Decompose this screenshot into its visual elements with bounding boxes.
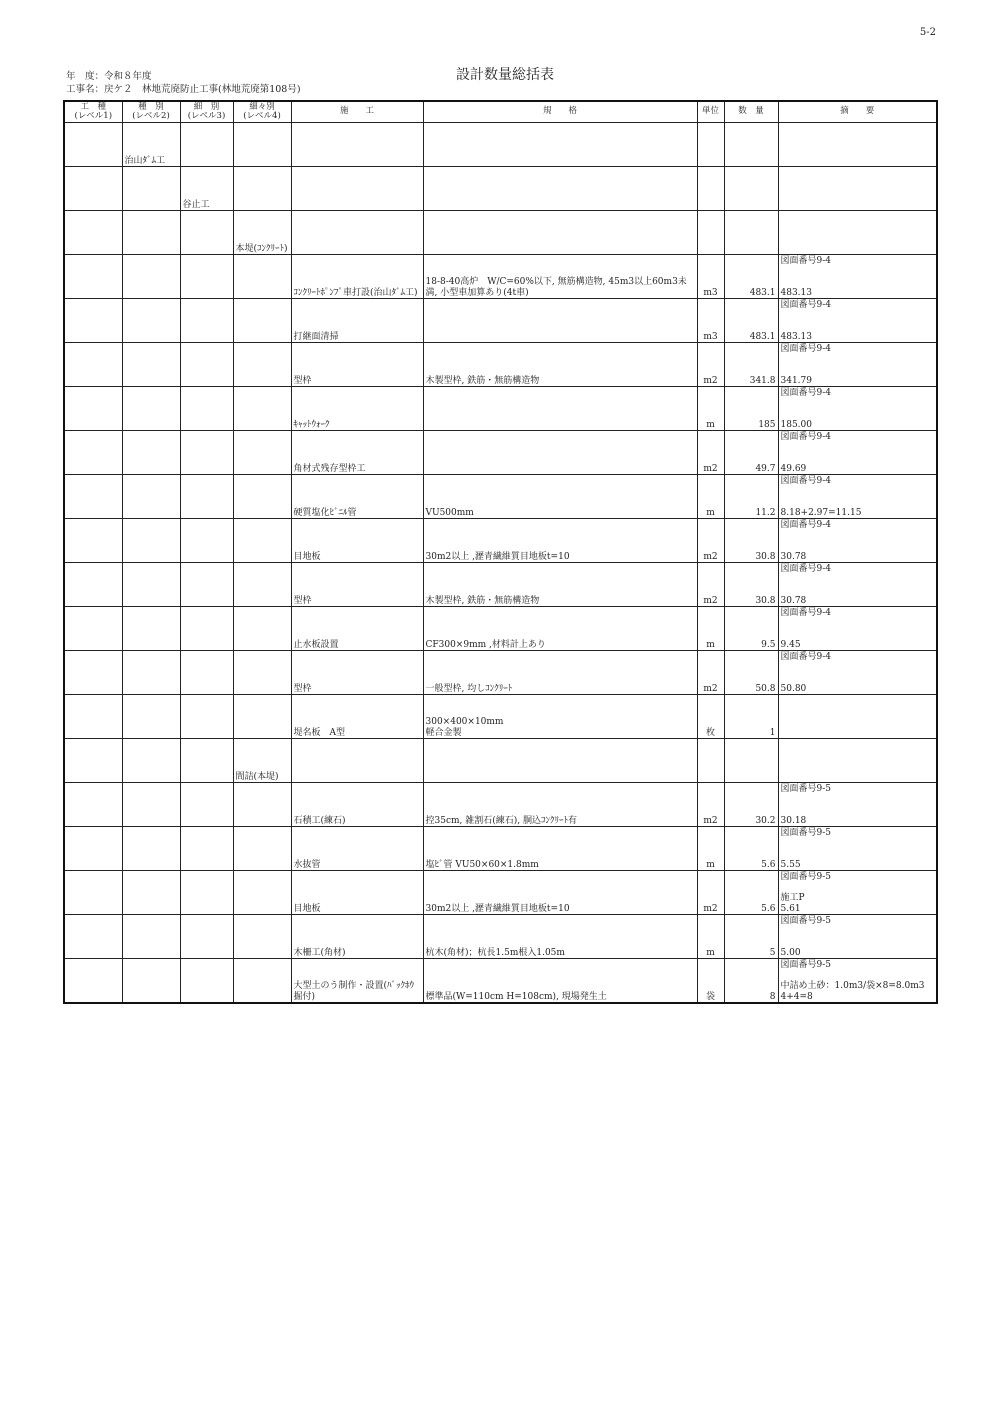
cell-level4 (233, 607, 291, 651)
cell-unit: 枚 (697, 695, 724, 739)
table-row (64, 343, 937, 387)
table-row (64, 255, 937, 299)
project-name-line: 工事名：戻ケ２ 林地荒廃防止工事(林地荒廃第108号) (66, 84, 301, 95)
cell-remarks (778, 915, 937, 959)
cell-level3 (180, 563, 233, 607)
remark-text: 5.55 (780, 859, 801, 870)
cell-level4 (233, 167, 291, 211)
cell-unit: m (697, 475, 724, 519)
cell-remarks (778, 519, 937, 563)
cell-level4 (233, 959, 291, 1004)
cell-level2 (122, 387, 180, 431)
remark-text: 施工P 5.61 (780, 893, 805, 914)
header-level3: 細 別 (レベル3) (180, 101, 233, 123)
cell-level1 (64, 299, 122, 343)
cell-level2 (122, 607, 180, 651)
cell-quantity: 11.2 (724, 475, 778, 519)
cell-level4 (233, 651, 291, 695)
table-row (64, 827, 937, 871)
cell-unit: m2 (697, 871, 724, 915)
cell-level1 (64, 695, 122, 739)
cell-level2 (122, 255, 180, 299)
cell-quantity: 30.8 (724, 519, 778, 563)
cell-level4 (233, 871, 291, 915)
cell-level1 (64, 123, 122, 167)
table-row (64, 299, 937, 343)
cell-level3 (180, 475, 233, 519)
cell-level4 (233, 519, 291, 563)
cell-remarks (778, 387, 937, 431)
drawing-number: 図面番号9-5 (780, 828, 831, 838)
remark-text: 30.18 (780, 815, 807, 826)
cell-quantity (724, 211, 778, 255)
cell-remarks (778, 475, 937, 519)
cell-quantity: 9.5 (724, 607, 778, 651)
drawing-number: 図面番号9-4 (780, 652, 831, 662)
cell-spec: 木製型枠, 鉄筋・無筋構造物 (423, 343, 697, 387)
cell-remarks (778, 651, 937, 695)
cell-quantity: 49.7 (724, 431, 778, 475)
cell-spec: 30m2以上 ,瀝青繊維質目地板t=10 (423, 519, 697, 563)
table-row (64, 167, 937, 211)
cell-spec: 木製型枠, 鉄筋・無筋構造物 (423, 563, 697, 607)
cell-level1 (64, 827, 122, 871)
cell-remarks (778, 255, 937, 299)
table-row (64, 431, 937, 475)
cell-level4 (233, 563, 291, 607)
table-header-row (64, 101, 937, 123)
cell-work (291, 739, 423, 783)
cell-level4: 本堤(ｺﾝｸﾘｰﾄ) (233, 211, 291, 255)
drawing-number: 図面番号9-4 (780, 344, 831, 354)
cell-level1 (64, 167, 122, 211)
cell-quantity: 5.6 (724, 871, 778, 915)
cell-level1 (64, 959, 122, 1004)
cell-spec: 300×400×10mm 軽合金製 (423, 695, 697, 739)
cell-unit: m2 (697, 431, 724, 475)
cell-level1 (64, 651, 122, 695)
cell-remarks (778, 167, 937, 211)
cell-level3 (180, 431, 233, 475)
cell-level2 (122, 519, 180, 563)
cell-level3 (180, 607, 233, 651)
table-row (64, 123, 937, 167)
cell-level4 (233, 123, 291, 167)
cell-unit: m3 (697, 255, 724, 299)
drawing-number: 図面番号9-4 (780, 520, 831, 530)
cell-spec: 一般型枠, 均しｺﾝｸﾘｰﾄ (423, 651, 697, 695)
cell-work: 止水板設置 (291, 607, 423, 651)
cell-remarks (778, 607, 937, 651)
cell-remarks (778, 827, 937, 871)
cell-level3 (180, 827, 233, 871)
header-unit: 単位 (697, 101, 724, 123)
cell-unit: m3 (697, 299, 724, 343)
cell-quantity: 1 (724, 695, 778, 739)
drawing-number: 図面番号9-4 (780, 432, 831, 442)
cell-level3 (180, 343, 233, 387)
cell-level4 (233, 255, 291, 299)
cell-quantity (724, 167, 778, 211)
cell-unit: m (697, 387, 724, 431)
cell-remarks (778, 959, 937, 1004)
remark-text: 5.00 (780, 947, 801, 958)
drawing-number: 図面番号9-4 (780, 608, 831, 618)
cell-level4 (233, 827, 291, 871)
cell-quantity (724, 123, 778, 167)
cell-level3 (180, 651, 233, 695)
cell-spec (423, 387, 697, 431)
cell-level3 (180, 123, 233, 167)
cell-remarks (778, 695, 937, 739)
cell-unit: m2 (697, 343, 724, 387)
cell-level2 (122, 871, 180, 915)
cell-work: 硬質塩化ﾋﾞﾆﾙ管 (291, 475, 423, 519)
header-spec: 規 格 (423, 101, 697, 123)
cell-unit (697, 739, 724, 783)
cell-unit: m2 (697, 519, 724, 563)
cell-level1 (64, 783, 122, 827)
cell-level2 (122, 475, 180, 519)
table-row (64, 651, 937, 695)
drawing-number: 図面番号9-4 (780, 300, 831, 310)
cell-level4 (233, 915, 291, 959)
cell-work: 型枠 (291, 563, 423, 607)
cell-work: 打継面清掃 (291, 299, 423, 343)
cell-remarks (778, 343, 937, 387)
drawing-number: 図面番号9-5 (780, 960, 831, 970)
cell-remarks (778, 211, 937, 255)
cell-level2 (122, 827, 180, 871)
cell-level3 (180, 959, 233, 1004)
cell-level1 (64, 519, 122, 563)
remark-text: 341.79 (780, 375, 812, 386)
table-row (64, 915, 937, 959)
header-level1: 工 種 (レベル1) (64, 101, 122, 123)
cell-remarks (778, 783, 937, 827)
cell-spec: 塩ﾋﾞ管 VU50×60×1.8mm (423, 827, 697, 871)
cell-remarks (778, 431, 937, 475)
cell-level1 (64, 211, 122, 255)
cell-level1 (64, 607, 122, 651)
cell-spec (423, 211, 697, 255)
cell-level3 (180, 695, 233, 739)
table-row (64, 871, 937, 915)
cell-unit: 袋 (697, 959, 724, 1004)
cell-quantity: 341.8 (724, 343, 778, 387)
cell-level3: 谷止工 (180, 167, 233, 211)
cell-level4 (233, 431, 291, 475)
document-title: 設計数量総括表 (456, 67, 554, 83)
cell-unit: m2 (697, 651, 724, 695)
cell-quantity: 5 (724, 915, 778, 959)
cell-work: ｺﾝｸﾘｰﾄﾎﾟﾝﾌﾟ車打設(治山ﾀﾞﾑ工) (291, 255, 423, 299)
cell-spec: 控35cm, 雑割石(練石), 胴込ｺﾝｸﾘｰﾄ有 (423, 783, 697, 827)
cell-quantity: 483.1 (724, 255, 778, 299)
cell-level3 (180, 387, 233, 431)
cell-unit (697, 123, 724, 167)
cell-level2 (122, 431, 180, 475)
cell-spec: VU500mm (423, 475, 697, 519)
cell-level4 (233, 695, 291, 739)
cell-remarks (778, 871, 937, 915)
cell-level1 (64, 739, 122, 783)
cell-level3 (180, 211, 233, 255)
cell-level1 (64, 871, 122, 915)
drawing-number: 図面番号9-5 (780, 872, 831, 882)
cell-level1 (64, 431, 122, 475)
cell-work: 角材式残存型枠工 (291, 431, 423, 475)
cell-unit: m2 (697, 563, 724, 607)
cell-remarks (778, 739, 937, 783)
cell-level2 (122, 651, 180, 695)
cell-unit (697, 167, 724, 211)
cell-spec (423, 299, 697, 343)
table-row (64, 607, 937, 651)
quantity-summary-table (63, 100, 938, 1004)
remark-text: 483.13 (780, 331, 812, 342)
remark-text: 30.78 (780, 551, 807, 562)
cell-level4 (233, 299, 291, 343)
cell-quantity: 8 (724, 959, 778, 1004)
remark-text: 185.00 (780, 419, 812, 430)
cell-level2 (122, 299, 180, 343)
cell-quantity: 5.6 (724, 827, 778, 871)
cell-spec (423, 739, 697, 783)
drawing-number: 図面番号9-4 (780, 388, 831, 398)
page-number: 5-2 (919, 27, 936, 38)
cell-work: 木柵工(角材) (291, 915, 423, 959)
cell-unit: m (697, 827, 724, 871)
drawing-number: 図面番号9-4 (780, 256, 831, 266)
drawing-number: 図面番号9-4 (780, 564, 831, 574)
cell-work: 大型土のう制作・設置(ﾊﾞｯｸﾎｳ掘付) (291, 959, 423, 1004)
cell-level2 (122, 783, 180, 827)
cell-spec (423, 431, 697, 475)
cell-level2 (122, 959, 180, 1004)
table-row (64, 783, 937, 827)
cell-remarks (778, 299, 937, 343)
remark-text: 50.80 (780, 683, 807, 694)
remark-text: 8.18+2.97=11.15 (780, 507, 862, 518)
cell-level3 (180, 255, 233, 299)
cell-level4 (233, 475, 291, 519)
cell-quantity: 50.8 (724, 651, 778, 695)
cell-level3 (180, 871, 233, 915)
cell-work: ｷｬｯﾄｳｫｰｸ (291, 387, 423, 431)
cell-level2 (122, 167, 180, 211)
cell-spec (423, 123, 697, 167)
header-remarks: 摘 要 (778, 101, 937, 123)
header-level4: 細々別 (レベル4) (233, 101, 291, 123)
table-row (64, 959, 937, 1004)
cell-work: 型枠 (291, 651, 423, 695)
fiscal-year-line: 年 度：令和８年度 (66, 71, 152, 82)
remark-text: 中詰め土砂：1.0m3/袋×8=8.0m3 4+4=8 (780, 981, 925, 1002)
cell-work: 堤名板 A型 (291, 695, 423, 739)
remark-text: 483.13 (780, 287, 812, 298)
cell-level4 (233, 343, 291, 387)
table-row (64, 739, 937, 783)
cell-quantity: 30.8 (724, 563, 778, 607)
table-row (64, 519, 937, 563)
table-row (64, 563, 937, 607)
table-row (64, 695, 937, 739)
cell-level3 (180, 519, 233, 563)
cell-work: 目地板 (291, 871, 423, 915)
cell-work: 石積工(練石) (291, 783, 423, 827)
cell-work (291, 211, 423, 255)
cell-unit (697, 211, 724, 255)
cell-level1 (64, 343, 122, 387)
cell-unit: m (697, 607, 724, 651)
cell-remarks (778, 123, 937, 167)
cell-spec: 標準品(W=110cm H=108cm), 現場発生土 (423, 959, 697, 1004)
remark-text: 30.78 (780, 595, 807, 606)
cell-unit: m (697, 915, 724, 959)
cell-spec: 30m2以上 ,瀝青繊維質目地板t=10 (423, 871, 697, 915)
cell-level2 (122, 915, 180, 959)
header-level2: 種 別 (レベル2) (122, 101, 180, 123)
cell-spec: CF300×9mm ,材料計上あり (423, 607, 697, 651)
cell-level4 (233, 387, 291, 431)
cell-level2: 治山ﾀﾞﾑ工 (122, 123, 180, 167)
cell-spec: 18-8-40高炉 W/C=60%以下, 無筋構造物, 45m3以上60m3未満, 小型車加算あり(4t車) (423, 255, 697, 299)
cell-work: 目地板 (291, 519, 423, 563)
remark-text: 9.45 (780, 639, 801, 650)
cell-work (291, 167, 423, 211)
cell-level2 (122, 343, 180, 387)
cell-spec (423, 167, 697, 211)
cell-level1 (64, 387, 122, 431)
cell-level2 (122, 739, 180, 783)
cell-unit: m2 (697, 783, 724, 827)
cell-level2 (122, 695, 180, 739)
cell-work (291, 123, 423, 167)
cell-level1 (64, 563, 122, 607)
cell-level1 (64, 475, 122, 519)
cell-quantity: 483.1 (724, 299, 778, 343)
table-row (64, 475, 937, 519)
cell-level1 (64, 915, 122, 959)
cell-level2 (122, 211, 180, 255)
table-row (64, 211, 937, 255)
cell-level1 (64, 255, 122, 299)
cell-level2 (122, 563, 180, 607)
cell-quantity (724, 739, 778, 783)
table-row (64, 387, 937, 431)
drawing-number: 図面番号9-5 (780, 916, 831, 926)
cell-level3 (180, 915, 233, 959)
drawing-number: 図面番号9-5 (780, 784, 831, 794)
cell-level3 (180, 739, 233, 783)
cell-level4: 間詰(本堤) (233, 739, 291, 783)
remark-text: 49.69 (780, 463, 807, 474)
cell-remarks (778, 563, 937, 607)
cell-level4 (233, 783, 291, 827)
cell-spec: 杭木(角材)；杭長1.5m根入1.05m (423, 915, 697, 959)
cell-level3 (180, 299, 233, 343)
header-work: 施 工 (291, 101, 423, 123)
cell-quantity: 30.2 (724, 783, 778, 827)
cell-quantity: 185 (724, 387, 778, 431)
cell-work: 型枠 (291, 343, 423, 387)
cell-level3 (180, 783, 233, 827)
cell-work: 水抜管 (291, 827, 423, 871)
header-quantity: 数 量 (724, 101, 778, 123)
drawing-number: 図面番号9-4 (780, 476, 831, 486)
